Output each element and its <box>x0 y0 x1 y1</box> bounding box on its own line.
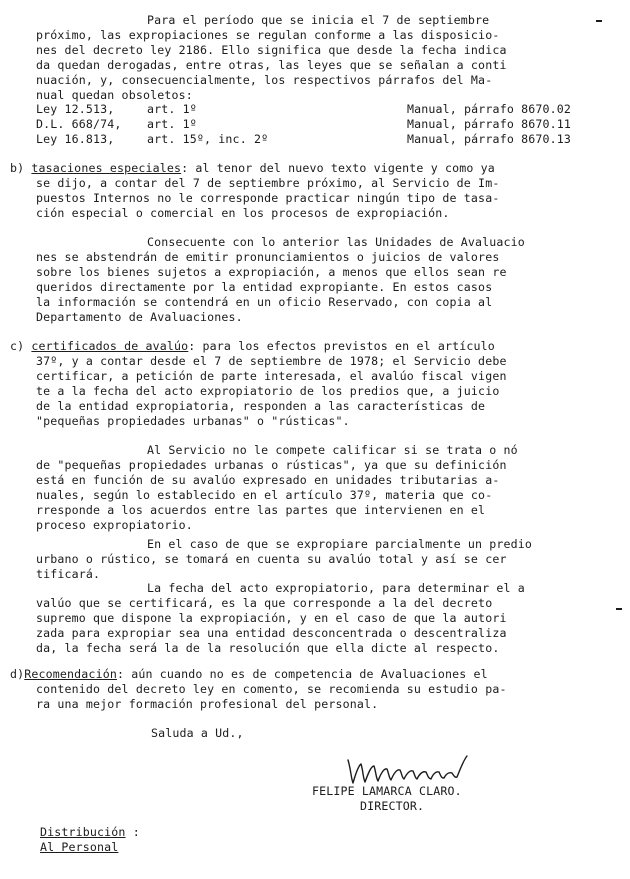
section-b-line: se dijo, a contar del 7 de septiembre próximo, al Servicio de Im- <box>36 176 500 190</box>
section-c-paragraph-line: tificará. <box>36 567 101 581</box>
section-b-paragraph-line: Consecuente con lo anterior las Unidades de Avaluacio <box>147 235 525 249</box>
section-c-paragraph-line: Al Servicio no le compete calificar si se trata o nó <box>147 443 518 457</box>
section-c-paragraph-line: rresponde a los acuerdos entre las partes que intervienen en el <box>36 503 486 517</box>
article-cell: art. 1º <box>147 117 197 131</box>
intro-line-3: nes del decreto ley 2186. Ello significa que desde la fecha indica <box>36 43 507 57</box>
section-b-paragraph-line: Departamento de Avaluaciones. <box>36 310 243 324</box>
section-heading: tasaciones especiales <box>31 161 182 175</box>
signer-title: DIRECTOR. <box>360 799 425 813</box>
article-cell: art. 1º <box>147 102 197 116</box>
intro-line-6: nual quedan obsoletos: <box>36 88 193 102</box>
section-heading: Recomendación <box>24 667 117 681</box>
closing-salutation: Saluda a Ud., <box>151 726 244 740</box>
section-b-line: ción especial o comercial en los procesos de expropiación. <box>36 206 450 220</box>
manual-cell: Manual, párrafo 8670.13 <box>407 132 571 146</box>
section-c-paragraph-line: proceso expropiatorio. <box>36 518 193 532</box>
intro-line-1: Para el período que se inicia el 7 de septiembre <box>147 13 490 27</box>
section-c-paragraph-line: En el caso de que se expropiare parcialmente un predio <box>147 537 533 551</box>
section-b-paragraph-line: sobre los bienes sujetos a expropiación, a menos que ellos sean re <box>36 265 507 279</box>
section-d-line: contenido del decreto ley en comento, se recomienda su estudio pa- <box>36 682 507 696</box>
distribution-value: Al Personal <box>40 840 119 854</box>
section-c-line: "pequeñas propiedades urbanas" o "rústicas". <box>36 414 350 428</box>
intro-line-2: próximo, las expropiaciones se regulan conforme a las disposicio- <box>36 28 500 42</box>
section-b-line-1: b) tasaciones especiales: al tenor del nuevo texto vigente y como ya <box>10 161 495 175</box>
intro-line-5: nuación, y, consecuencialmente, los respectivos párrafos del Ma- <box>36 73 493 87</box>
section-marker: c) <box>10 339 25 353</box>
distribution-heading: Distribución : <box>40 825 140 839</box>
section-marker: b) <box>10 161 25 175</box>
law-cell: D.L. 668/74, <box>36 117 122 131</box>
section-heading: certificados de avalúo <box>31 339 189 353</box>
section-b-paragraph-line: la información se contendrá en un oficio Reservado, con copia al <box>36 295 493 309</box>
section-c-paragraph-line: zada para expropiar sea una entidad desconcentrada o descentraliza <box>36 626 507 640</box>
section-c-line: te a la fecha del acto expropiatorio de los predios que, a juicio <box>36 384 500 398</box>
stray-mark <box>616 608 622 610</box>
section-b-paragraph-line: queridos directamente por la entidad expropiante. En estos casos <box>36 280 493 294</box>
section-c-line: de la entidad expropiatoria, responden a las características de <box>36 399 486 413</box>
article-cell: art. 15º, inc. 2º <box>147 132 269 146</box>
manual-cell: Manual, párrafo 8670.02 <box>407 102 571 116</box>
section-c-paragraph-line: La fecha del acto expropiatorio, para determinar el a <box>147 581 525 595</box>
section-b-paragraph-line: nes se abstendrán de emitir pronunciamientos o juicios de valores <box>36 250 500 264</box>
section-c-line-1: c) certificados de avalúo: para los efectos previstos en el artículo <box>10 339 495 353</box>
section-c-line: 37º, y a contar desde el 7 de septiembre de 1978; el Servicio debe <box>36 354 507 368</box>
section-c-paragraph-line: nuales, según lo establecido en el artículo 37º, materia que co- <box>36 488 493 502</box>
handwritten-signature <box>345 752 470 788</box>
section-c-paragraph-line: está en función de su avalúo expresado en unidades tributarias a- <box>36 473 500 487</box>
section-c-paragraph-line: valúo que se certificará, es la que corresponde a la del decreto <box>36 596 493 610</box>
section-c-paragraph-line: de "pequeñas propiedades urbanas o rústicas", ya que su definición <box>36 458 507 472</box>
law-cell: Ley 16.813, <box>36 132 115 146</box>
section-c-paragraph-line: urbano o rústico, se tomará en cuenta su avalúo total y así se cer <box>36 552 507 566</box>
manual-cell: Manual, párrafo 8670.11 <box>407 117 571 131</box>
section-c-line: certificar, a petición de parte interesada, el avalúo fiscal vigen <box>36 369 507 383</box>
section-d-line: ra una mejor formación profesional del personal. <box>36 697 379 711</box>
section-c-paragraph-line: da, la fecha será la de la resolución que ella dicte al respecto. <box>36 641 500 655</box>
law-cell: Ley 12.513, <box>36 102 115 116</box>
stray-mark <box>596 20 602 22</box>
section-b-line: puestos Internos no le corresponde practicar ningún tipo de tasa- <box>36 191 500 205</box>
section-d-line-1: d)Recomendación: aún cuando no es de competencia de Avaluaciones el <box>10 667 488 681</box>
signer-name: FELIPE LAMARCA CLARO. <box>312 784 462 798</box>
section-marker: d) <box>10 667 25 681</box>
section-c-paragraph-line: supremo que dispone la expropiación, y en el caso de que la autori <box>36 611 507 625</box>
intro-line-4: da quedan derogadas, entre otras, las leyes que se señalan a conti <box>36 58 507 72</box>
